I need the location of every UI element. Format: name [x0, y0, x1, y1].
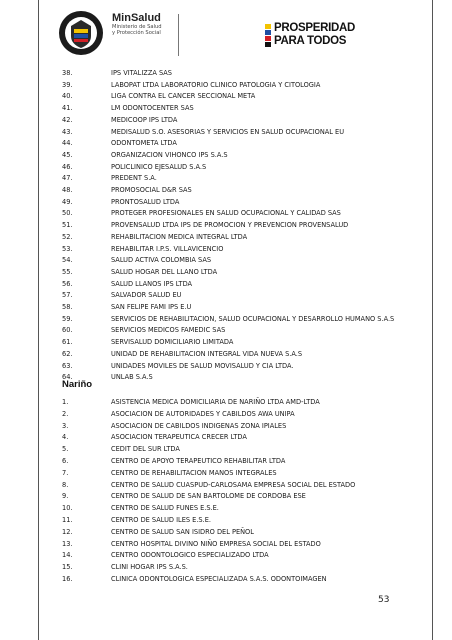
- list-item-number: 48.: [62, 186, 73, 194]
- list-item-name: IPS VITALIZZA SAS: [111, 69, 172, 77]
- list-item-name: SERVICIOS DE REHABILITACION, SALUD OCUPACIONAL Y DESARROLLO HUMANO S.A.S: [111, 314, 395, 323]
- list-item-name: PRONTOSALUD LTDA: [111, 197, 180, 206]
- list-item-name: ASOCIACION DE CABILDOS INDIGENAS ZONA IPIALES: [111, 421, 287, 430]
- list-item-number: 13.: [62, 539, 73, 548]
- list-item-name: PROVENSALUD LTDA IPS DE PROMOCION Y PREVENCION PROVENSALUD: [111, 221, 349, 230]
- list-item-name: LABOPAT LTDA LABORATORIO CLINICO PATOLOGIA Y CITOLOGIA: [111, 80, 321, 89]
- list-item-number: 60.: [62, 326, 73, 335]
- list-item-number: 54.: [62, 256, 73, 265]
- list-item-number: 3.: [62, 421, 69, 430]
- list-item-name: CEDIT DEL SUR LTDA: [111, 445, 180, 454]
- slogan-line-1: PROSPERIDAD: [274, 22, 356, 34]
- list-item-number: 61.: [62, 338, 73, 347]
- list-item-name: SERVISALUD DOMICILIARIO LIMITADA: [111, 338, 234, 347]
- list-item-number: 62.: [62, 349, 73, 358]
- list-item-number: 11.: [62, 516, 73, 524]
- list-item-number: 59.: [62, 314, 73, 323]
- header-divider: [178, 14, 179, 56]
- list-item-number: 57.: [62, 291, 73, 300]
- list-item-name: ASISTENCIA MEDICA DOMICILIARIA DE NARIÑO LTDA AMD-LTDA: [111, 398, 320, 406]
- minsalud-logo: [112, 12, 172, 36]
- ministry-name-line-2: y Protección Social: [112, 30, 161, 37]
- list-item-name: CENTRO DE SALUD FUNES E.S.E.: [111, 504, 219, 513]
- list-item-name: SALUD ACTIVA COLOMBIA SAS: [111, 256, 212, 265]
- list-item-name: CENTRO DE SALUD CUASPUD-CARLOSAMA EMPRESA SOCIAL DEL ESTADO: [111, 480, 356, 489]
- list-item-number: 40.: [62, 92, 73, 101]
- list-item-name: CENTRO HOSPITAL DIVINO NIÑO EMPRESA SOCIAL DEL ESTADO: [111, 539, 321, 548]
- list-item-name: LIGA CONTRA EL CANCER SECCIONAL META: [111, 92, 256, 101]
- list-item-name: SERVICIOS MEDICOS FAMEDIC SAS: [111, 326, 226, 335]
- list-item-name: CENTRO DE REHABILITACION MANOS INTEGRALES: [111, 468, 277, 477]
- list-item-number: 8.: [62, 480, 69, 489]
- list-item-name: CENTRO DE SALUD DE SAN BARTOLOME DE CORDOBA ESE: [111, 492, 306, 501]
- section-title-narino: Nariño: [62, 379, 93, 390]
- list-item-name: UNIDAD DE REHABILITACION INTEGRAL VIDA NUEVA S.A.S: [111, 349, 303, 358]
- list-item-number: 10.: [62, 504, 73, 513]
- list-item-name: UNIDADES MOVILES DE SALUD MOVISALUD Y CIA LTDA.: [111, 361, 294, 370]
- list-item-name: PROTEGER PROFESIONALES EN SALUD OCUPACIONAL Y CALIDAD SAS: [111, 209, 341, 218]
- list-item-name: MEDICOOP IPS LTDA: [111, 115, 178, 124]
- list-item-name: CENTRO DE SALUD SAN ISIDRO DEL PEÑOL: [111, 527, 254, 536]
- list-item-name: SALUD LLANOS IPS LTDA: [111, 279, 193, 288]
- list-item-number: 14.: [62, 551, 73, 560]
- list-item-number: 2.: [62, 409, 69, 418]
- list-item-name: CENTRO DE APOYO TERAPEUTICO REHABILITAR LTDA: [111, 457, 286, 465]
- list-item-name: PROMOSOCIAL D&R SAS: [111, 186, 192, 194]
- colombia-seal-icon: [58, 10, 104, 56]
- list-item-number: 7.: [62, 468, 69, 477]
- list-item-number: 5.: [62, 445, 69, 454]
- list-item-number: 44.: [62, 139, 73, 148]
- list-item-name: SAN FELIPE FAMI IPS E.U: [111, 303, 192, 311]
- list-item-number: 56.: [62, 279, 73, 288]
- list-item-name: ASOCIACION TERAPEUTICA CRECER LTDA: [111, 433, 247, 442]
- list-item-name: POLICLINICO EJESALUD S.A.S: [111, 162, 207, 171]
- list-item-number: 47.: [62, 174, 73, 183]
- flag-bars-icon: [265, 24, 271, 48]
- list-item-number: 46.: [62, 162, 73, 171]
- list-item-number: 12.: [62, 527, 73, 536]
- list-item-name: CENTRO ODONTOLOGICO ESPECIALIZADO LTDA: [111, 551, 269, 560]
- list-item-number: 45.: [62, 150, 73, 159]
- list-item-name: ASOCIACION DE AUTORIDADES Y CABILDOS AWA UNIPA: [111, 409, 295, 418]
- list-item-number: 64.: [62, 373, 73, 382]
- list-item-number: 9.: [62, 492, 69, 501]
- ministry-name-line-1: Ministerio de Salud: [112, 24, 162, 30]
- list-item-number: 1.: [62, 398, 69, 406]
- list-item-name: PREDENT S.A.: [111, 174, 157, 183]
- list-item-number: 4.: [62, 433, 69, 442]
- list-item-number: 43.: [62, 127, 73, 136]
- list-item-name: CLINICA ODONTOLOGICA ESPECIALIZADA S.A.S. ODONTOIMAGEN: [111, 575, 327, 583]
- page-number: 53: [378, 595, 390, 605]
- list-item-number: 63.: [62, 361, 73, 370]
- list-item-number: 50.: [62, 209, 73, 218]
- list-item-number: 58.: [62, 303, 73, 311]
- list-item-name: SALUD HOGAR DEL LLANO LTDA: [111, 267, 218, 276]
- list-item-number: 38.: [62, 69, 73, 77]
- list-item-number: 52.: [62, 232, 73, 241]
- minsalud-brand: MinSalud: [112, 12, 161, 24]
- list-item-name: REHABILITACION MEDICA INTEGRAL LTDA: [111, 232, 248, 241]
- list-item-number: 51.: [62, 221, 73, 230]
- list-item-number: 42.: [62, 115, 73, 124]
- list-item-name: MEDISALUD S.O. ASESORIAS Y SERVICIOS EN SALUD OCUPACIONAL EU: [111, 127, 345, 136]
- list-item-name: REHABILITAR I.P.S. VILLAVICENCIO: [111, 244, 224, 253]
- list-item-name: LM ODONTOCENTER SAS: [111, 104, 194, 113]
- list-item-number: 39.: [62, 80, 73, 89]
- list-item-name: ORGANIZACION VIHONCO IPS S.A.S: [111, 150, 228, 159]
- list-item-number: 15.: [62, 563, 73, 572]
- list-item-name: UNLAB S.A.S: [111, 373, 153, 382]
- list-item-number: 6.: [62, 457, 69, 465]
- list-item-number: 55.: [62, 267, 73, 276]
- list-item-name: SALVADOR SALUD EU: [111, 291, 182, 300]
- list-item-number: 53.: [62, 244, 73, 253]
- list-item-number: 41.: [62, 104, 73, 113]
- list-item-name: ODONTOMETA LTDA: [111, 139, 177, 148]
- slogan-line-2: PARA TODOS: [274, 35, 347, 47]
- page-header: [58, 8, 428, 60]
- list-item-name: CENTRO DE SALUD ILES E.S.E.: [111, 516, 211, 524]
- list-item-number: 16.: [62, 575, 73, 583]
- list-item-name: CLINI HOGAR IPS S.A.S.: [111, 563, 188, 572]
- list-item-number: 49.: [62, 197, 73, 206]
